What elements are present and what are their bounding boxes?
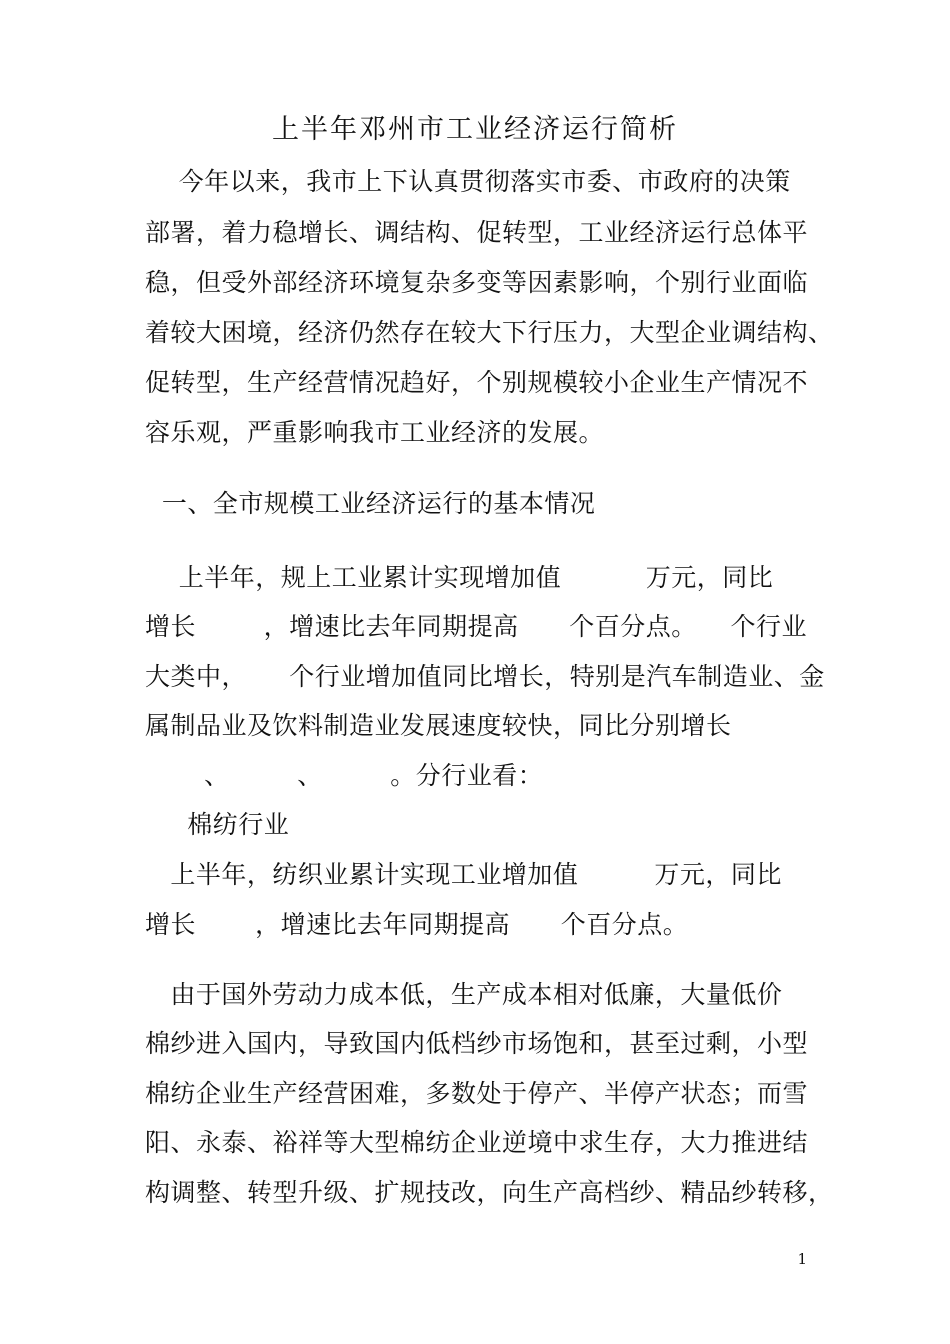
text-line: 着较大困境，经济仍然存在较大下行压力，大型企业调结构、 bbox=[145, 318, 834, 347]
text-line: 属制品业及饮料制造业发展速度较快，同比分别增长 bbox=[145, 711, 732, 740]
text-line: 棉纺企业生产经营困难，多数处于停产、半停产状态；而雪 bbox=[145, 1079, 809, 1108]
page-number: 1 bbox=[797, 1250, 807, 1268]
text-line: 构调整、转型升级、扩规技改，向生产高档纱、精品纱转移， bbox=[145, 1178, 834, 1207]
text-line: 部署，着力稳增长、调结构、促转型，工业经济运行总体平 bbox=[145, 218, 809, 247]
text-line: 容乐观，严重影响我市工业经济的发展。 bbox=[145, 418, 605, 447]
text-line: 棉纱进入国内，导致国内低档纱市场饱和，甚至过剩，小型 bbox=[145, 1029, 809, 1058]
section-heading: 一、全市规模工业经济运行的基本情况 bbox=[145, 489, 596, 518]
text-line: 今年以来，我市上下认真贯彻落实市委、市政府的决策 bbox=[145, 167, 791, 196]
text-line: 增长 ，增速比去年同期提高 个百分点。 bbox=[145, 910, 689, 939]
text-line: 阳、永泰、裕祥等大型棉纺企业逆境中求生存，大力推进结 bbox=[145, 1128, 809, 1157]
document-title: 上半年邓州市工业经济运行简析 bbox=[272, 114, 678, 145]
text-line: 、 、 。分行业看： bbox=[145, 761, 544, 790]
text-line: 大类中， 个行业增加值同比增长，特别是汽车制造业、金 bbox=[145, 662, 825, 691]
text-line: 上半年，规上工业累计实现增加值 万元，同比 bbox=[145, 563, 774, 592]
text-line: 增长 ，增速比去年同期提高 个百分点。 个行业 bbox=[145, 612, 808, 641]
text-line: 由于国外劳动力成本低，生产成本相对低廉，大量低价 bbox=[145, 980, 783, 1009]
subsection-heading: 棉纺行业 bbox=[145, 810, 290, 839]
text-line: 促转型，生产经营情况趋好，个别规模较小企业生产情况不 bbox=[145, 368, 809, 397]
text-line: 上半年，纺织业累计实现工业增加值 万元，同比 bbox=[145, 860, 782, 889]
text-line: 稳，但受外部经济环境复杂多变等因素影响，个别行业面临 bbox=[145, 268, 809, 297]
